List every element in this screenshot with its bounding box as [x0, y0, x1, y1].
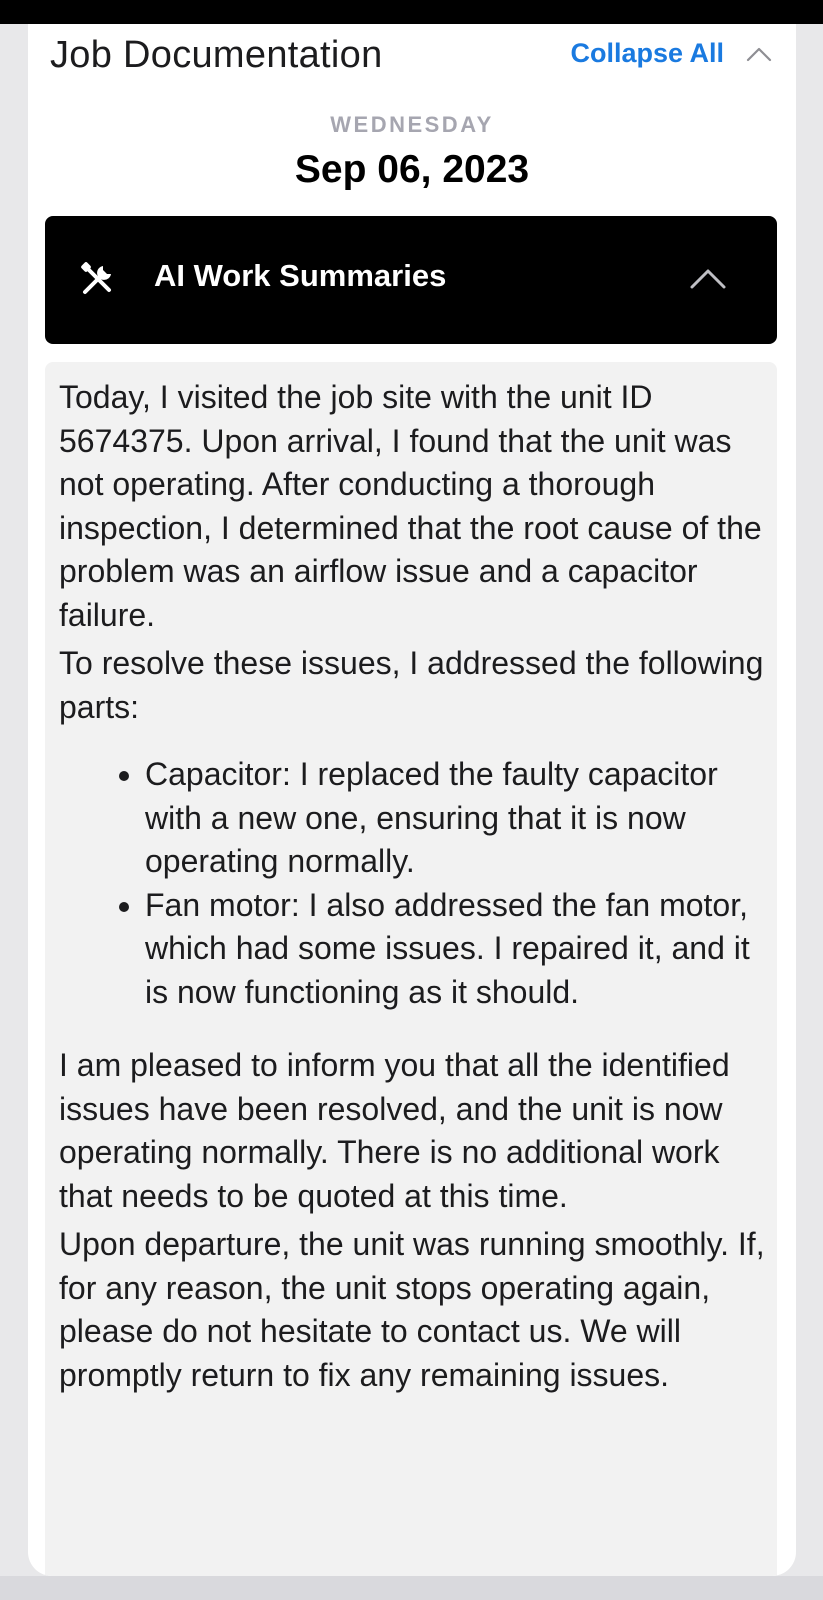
tools-icon [79, 260, 117, 303]
parts-list [59, 753, 767, 1014]
ai-work-summary [45, 362, 777, 1576]
page-title: Job Documentation [50, 34, 383, 76]
summary-paragraph: Upon departure, the unit was running smoothly. If, for any reason, the unit stops operating again, please do not hesitate to contact us. We will promptly return to fix any remaining issues. [59, 1226, 765, 1393]
job-documentation-card [28, 24, 796, 1576]
date-label: Sep 06, 2023 [294, 148, 530, 191]
section-title: AI Work Summaries [154, 258, 447, 293]
weekday-label: WEDNESDAY [330, 112, 494, 137]
summary-paragraph: Today, I visited the job site with the unit ID 5674375. Upon arrival, I found that the unit was not operating. After conducting a thorough inspection, I determined that the root cause of the problem was an airflow issue and a capacitor failure. [59, 379, 762, 633]
summary-paragraph: To resolve these issues, I addressed the following parts: [59, 645, 764, 725]
list-item: • Fan motor: I also addressed the fan motor, which had some issues. I repaired it, and it is now functioning as it should. [145, 884, 767, 1015]
screen [0, 24, 823, 1600]
list-item: • Capacitor: I replaced the faulty capacitor with a new one, ensuring that it is now operating normally. [145, 753, 767, 884]
ai-work-summaries-header[interactable] [45, 216, 777, 344]
summary-text [59, 376, 767, 1402]
chevron-up-icon [746, 46, 772, 62]
chevron-up-icon [689, 266, 727, 295]
card-header [28, 24, 796, 86]
collapse-all-button[interactable] [570, 38, 772, 69]
bottom-bar [0, 1576, 823, 1600]
collapse-all-label: Collapse All [570, 38, 724, 68]
summary-paragraph: I am pleased to inform you that all the identified issues have been resolved, and the unit is now operating normally. There is no additional work that needs to be quoted at this time. [59, 1047, 730, 1214]
